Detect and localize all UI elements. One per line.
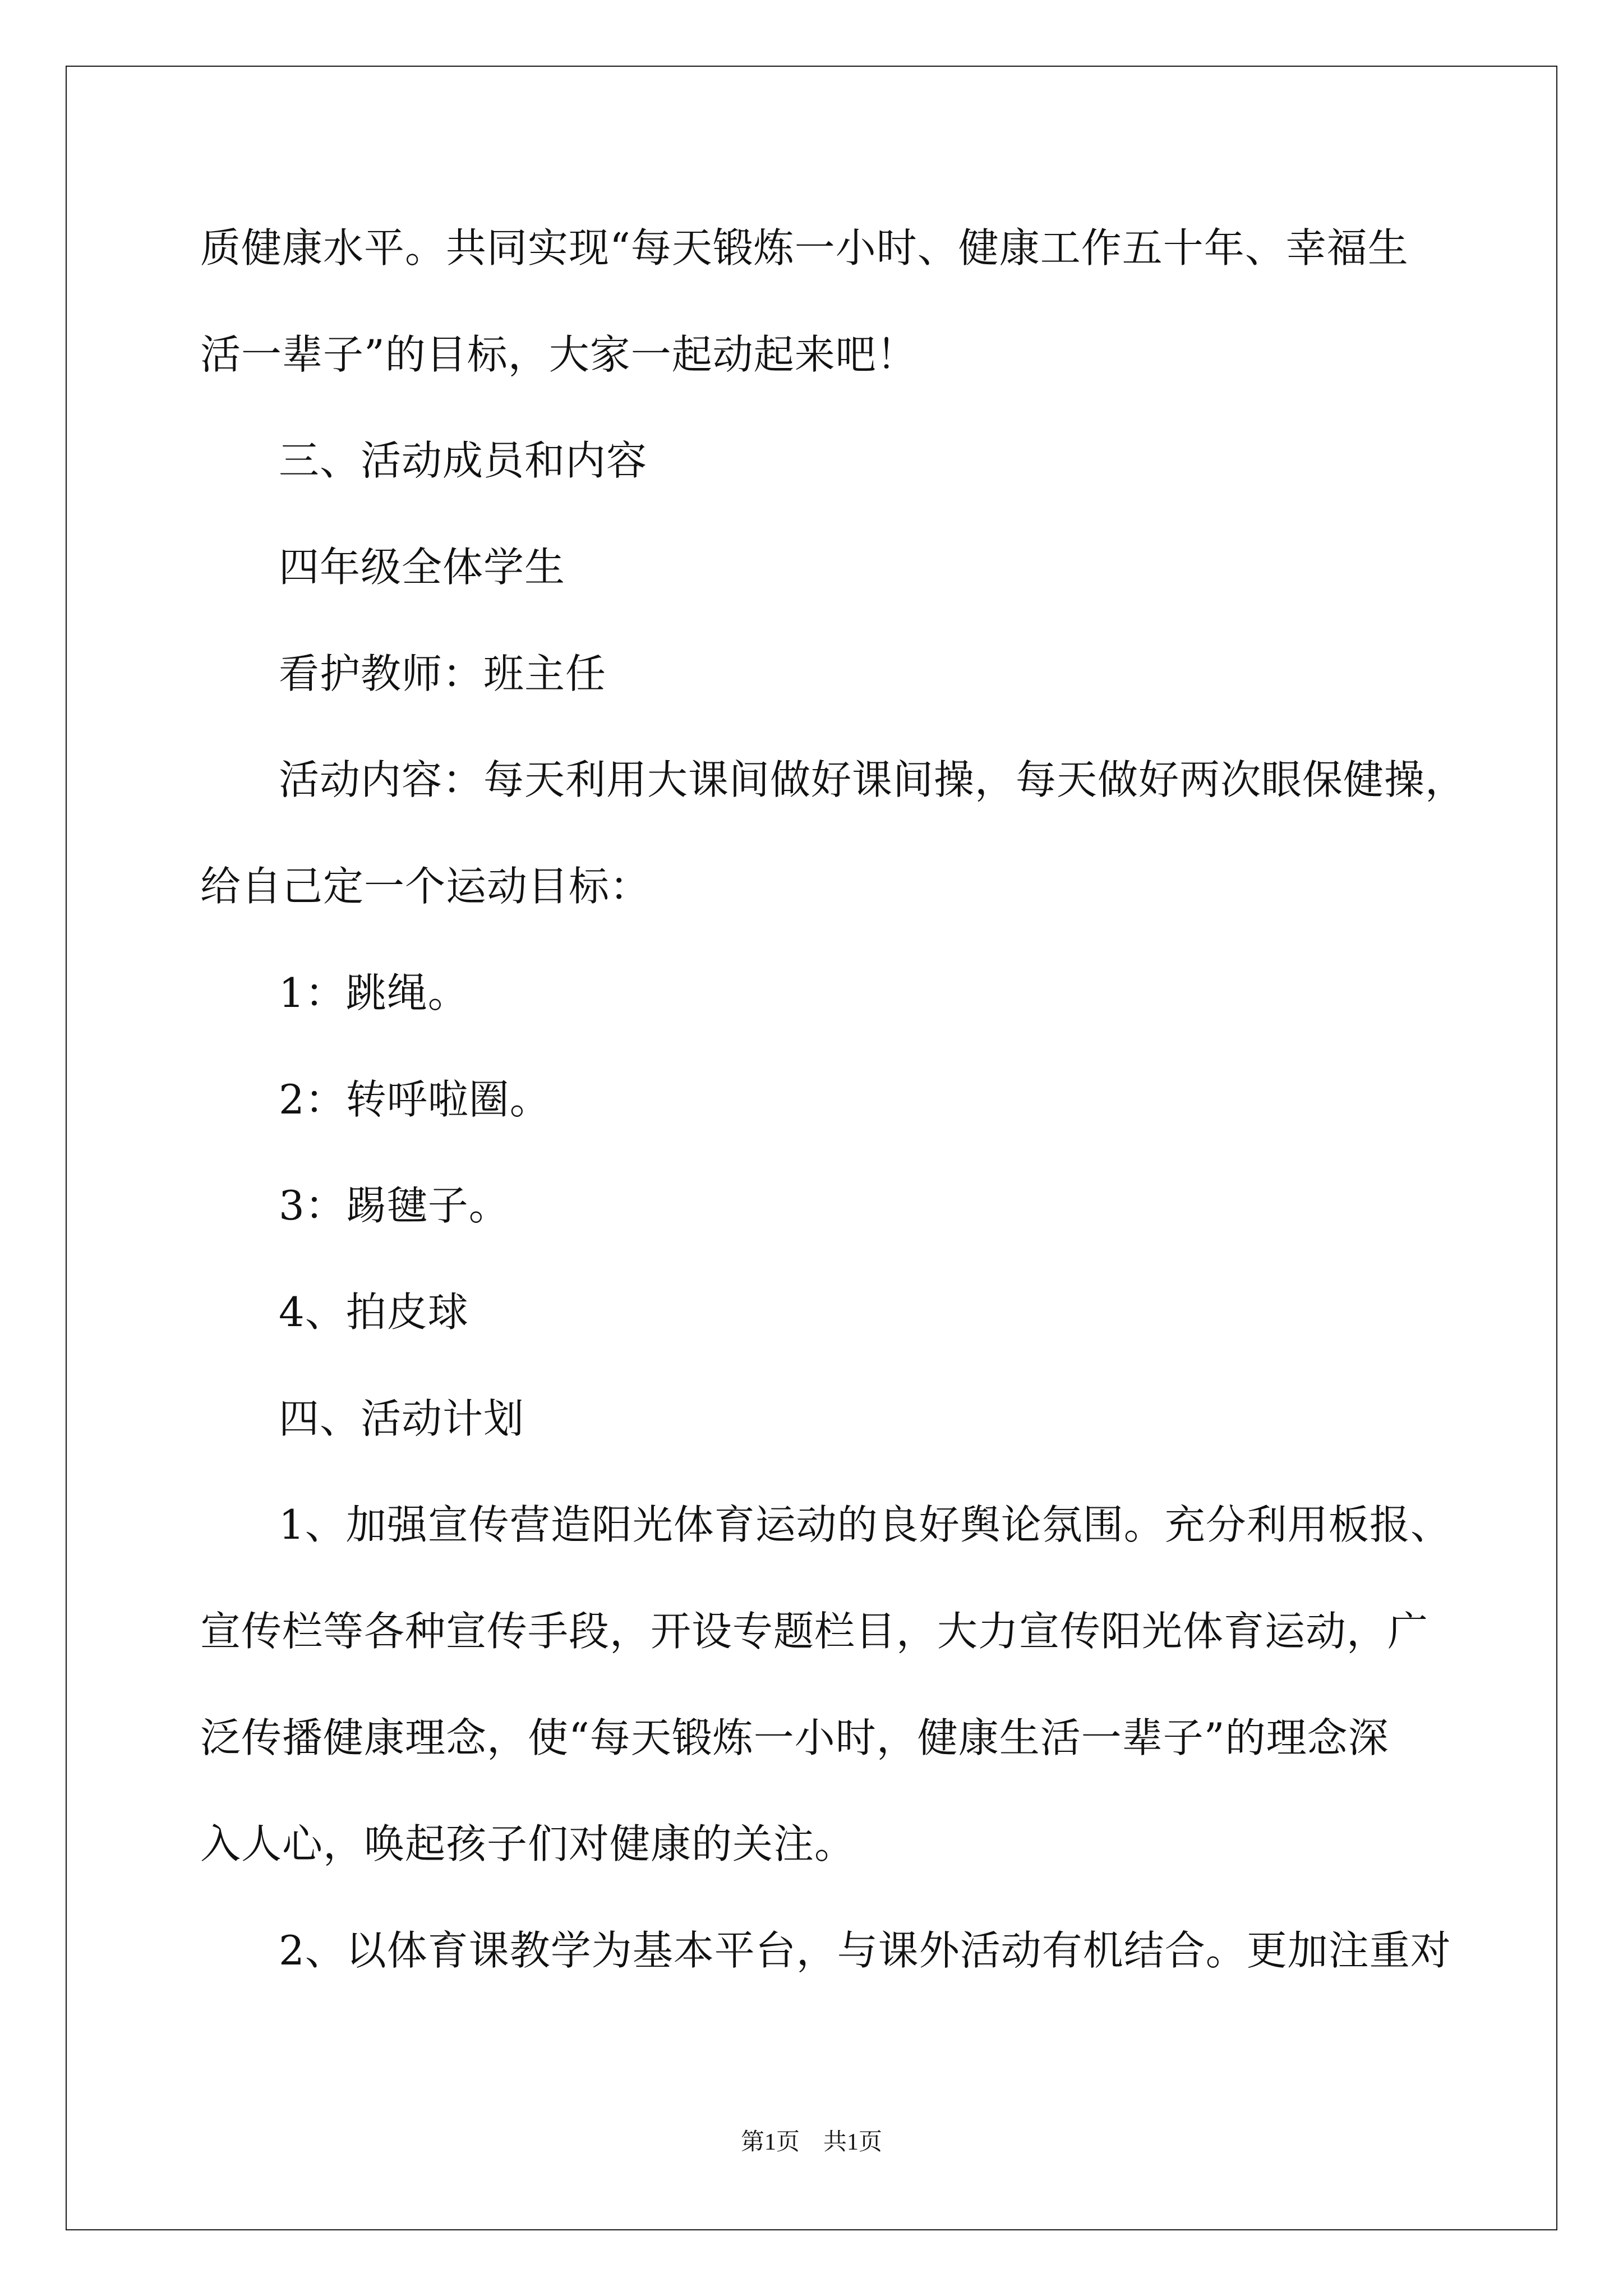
text-line: 活一辈子”的目标，大家一起动起来吧！ — [200, 330, 917, 378]
text-line: 2、以体育课教学为基本平台，与课外活动有机结合。更加注重对 — [279, 1927, 1451, 1974]
text-line: 宣传栏等各种宣传手段，开设专题栏目，大力宣传阳光体育运动，广 — [200, 1607, 1429, 1655]
text-line: 看护教师：班主任 — [279, 650, 607, 697]
list-item: 2：转呼啦圈。 — [279, 1075, 551, 1123]
text-line: 泛传播健康理念，使“每天锻炼一小时，健康生活一辈子”的理念深 — [200, 1714, 1389, 1761]
text-line: 活动内容：每天利用大课间做好课间操，每天做好两次眼保健操， — [279, 756, 1467, 804]
text-line: 入人心，唤起孩子们对健康的关注。 — [200, 1820, 856, 1868]
text-line: 质健康水平。共同实现“每天锻炼一小时、健康工作五十年、幸福生 — [200, 224, 1409, 272]
text-line: 四年级全体学生 — [279, 544, 566, 591]
text-line: 给自己定一个运动目标： — [200, 863, 651, 910]
text-line: 1、加强宣传营造阳光体育运动的良好舆论氛围。充分利用板报、 — [279, 1501, 1451, 1549]
list-item: 4、拍皮球 — [279, 1288, 469, 1336]
list-item: 3：踢毽子。 — [279, 1182, 510, 1230]
document-body — [200, 195, 1490, 2004]
page-number-footer: 第1页 共1页 — [740, 2129, 882, 2155]
section-heading: 三、活动成员和内容 — [279, 437, 648, 485]
section-heading: 四、活动计划 — [279, 1395, 525, 1442]
list-item: 1：跳绳。 — [279, 969, 469, 1016]
